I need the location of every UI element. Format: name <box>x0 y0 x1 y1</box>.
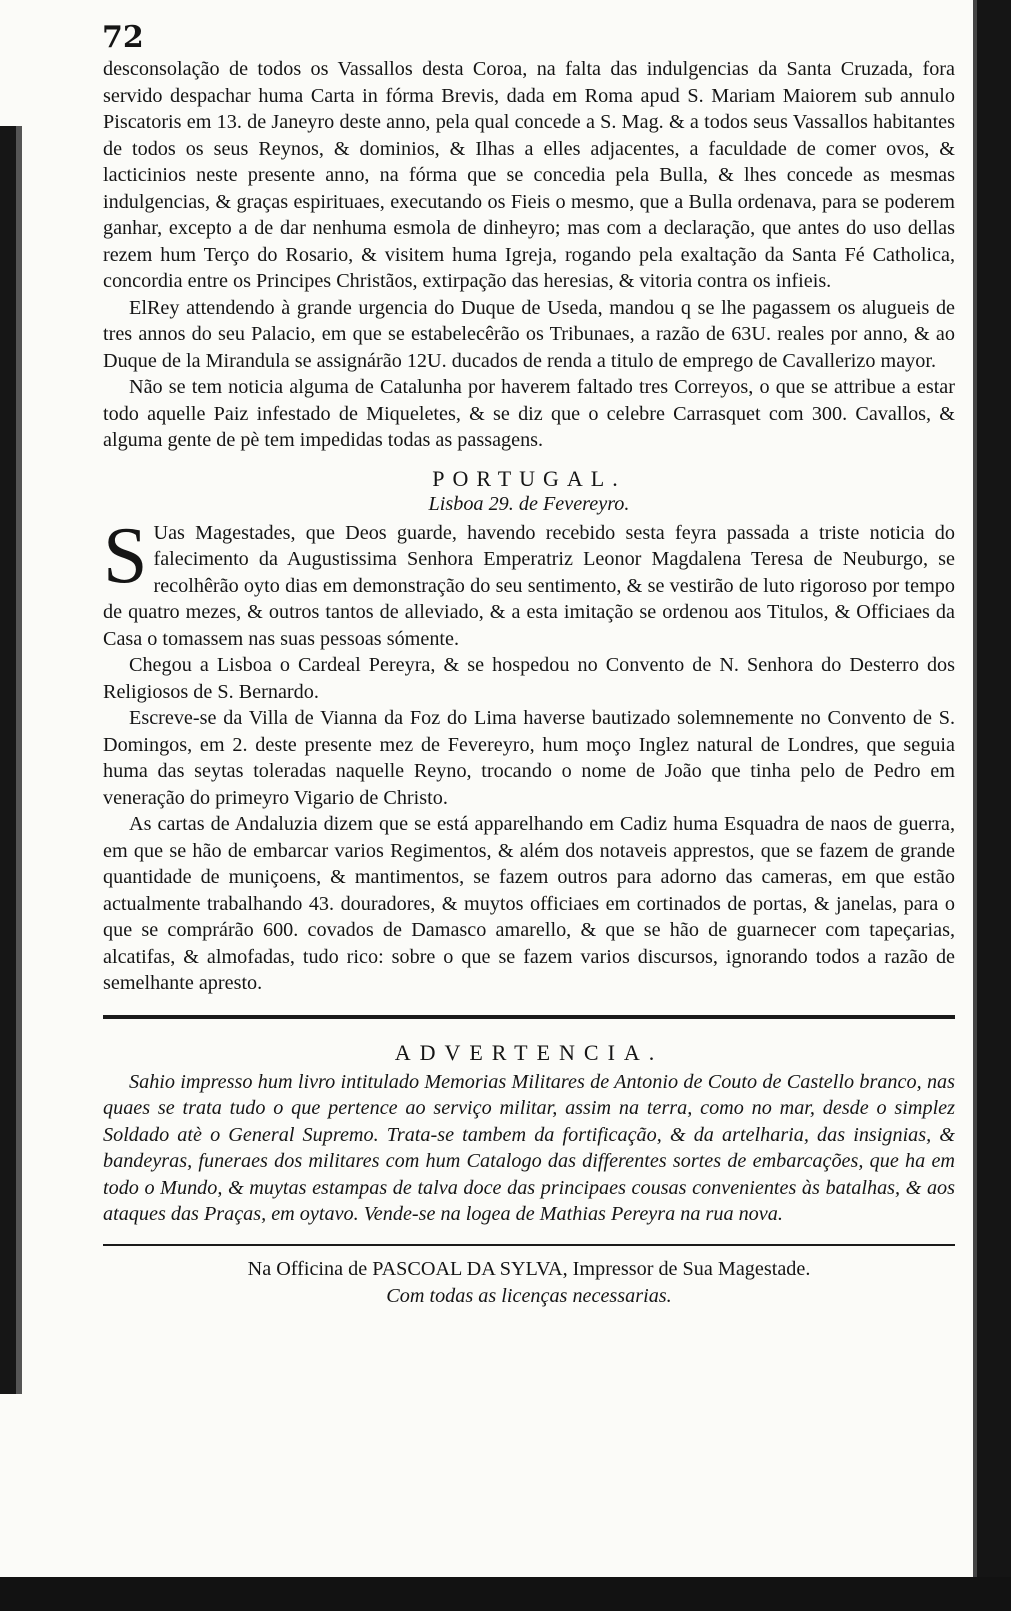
scan-left-border <box>0 126 16 1394</box>
section-divider <box>103 1015 955 1019</box>
imprint-license: Com todas as licenças necessarias. <box>386 1284 672 1307</box>
scan-left-edge <box>16 126 22 1394</box>
opening-paragraph-2: ElRey attendendo à grande urgencia do Duque de Useda, mandou q se lhe pagassem os alugueis de tres annos do seu Palacio, em que se estabelecêrão os Tribunaes, a razão de 63U. reales por anno, & ao Duque de la Mirandula se assignárão 12U. ducados de renda a titulo de emprego de Cavallerizo mayor. <box>103 296 955 372</box>
portugal-paragraph-2: Chegou a Lisboa o Cardeal Pereyra, & se hospedou no Convento de N. Senhora do Desterro dos Religiosos de S. Bernardo. <box>103 654 955 703</box>
portugal-dateline: Lisboa 29. de Fevereyro. <box>428 492 630 515</box>
opening-paragraph-3: Não se tem noticia alguma de Catalunha por haverem faltado tres Correyos, o que se attribue a estar todo aquelle Paiz infestado de Miqueletes, & se diz que o celebre Carrasquet com 300. Cavallos, & alguma gente de pè tem impedidas todas as passagens. <box>103 376 955 451</box>
portugal-paragraph-4: As cartas de Andaluzia dizem que se está apparelhando em Cadiz huma Esquadra de naos de guerra, em que se hão de embarcar varios Regimentos, & além dos notaveis apprestos, que se fazem de grande quantidade de muniçoens, & mantimentos, se fazem outros para adorno das cameras, em que estão actualmente trabalhando 43. douradores, & muytos officiaes em cortinados de portas, & janelas, para o que se comprárão 600. covados de Damasco amarello, & que se hão de guarnecer com tapeçarias, alcatifas, & almofadas, tudo rico: sobre o que se fazem varios discursos, ignorando todos a razão de semelhante apresto. <box>103 813 955 994</box>
scan-right-border <box>977 0 1011 1611</box>
page-content <box>103 56 955 1310</box>
scan-bottom-border <box>0 1577 1011 1611</box>
portugal-paragraph-1 <box>103 511 955 653</box>
portugal-title: PORTUGAL. <box>432 465 626 491</box>
advertencia-text: Sahio impresso hum livro intitulado Memorias Militares de Antonio de Couto de Castello branco, nas quaes se trata tudo o que pertence ao serviço militar, assim na terra, como no mar, desde o simplez Soldado atè o General Supremo. Trata-se tambem da fortificação, & da artelharia, das insignias, & bandeyras, funeraes dos militares com hum Catalogo das differentes sortes de embarcações, que ha em todo o Mundo, & muytas estampas de talva doce das principaes cousas convenientes às batalhas, & aos ataques das Praças, em oytavo. Vende-se na logea de Mathias Pereyra na rua nova. <box>103 1070 955 1225</box>
imprint-line: Na Officina de PASCOAL DA SYLVA, Impressor de Sua Magestade. <box>247 1257 811 1280</box>
drop-cap: S <box>103 511 148 600</box>
opening-paragraph-1: desconsolação de todos os Vassallos desta Coroa, na falta das indulgencias da Santa Cruzada, fora servido despachar huma Carta in fórma Brevis, dada em Roma apud S. Mariam Maiorem sub annulo Piscatoris em 13. de Janeyro deste anno, pela qual concede a S. Mag. & a todos seus Vassallos habitantes de todos os seus Reynos, & dominios, & Ilhas a elles adjacentes, a faculdade de comer ovos, & lacticinios neste presente anno, na fórma que se concedia pela Bulla, & lhes concede as mesmas indulgencias, & graças espirituaes, executando os Fieis o mesmo, que a Bulla ordenava, para se poderem ganhar, excepto a de dar nenhuma esmola de dinheyro; mas com a declaração, que antes do uso dellas rezem hum Terço do Rosario, & visitem huma Igreja, rogando pela exaltação da Santa Fé Catholica, concordia entre os Principes Christãos, extirpação das heresias, & vitoria contra os infieis. <box>103 58 955 292</box>
page-number: 72 <box>102 20 144 55</box>
advertencia-title: ADVERTENCIA. <box>394 1039 664 1065</box>
imprint-divider <box>103 1244 955 1246</box>
portugal-paragraph-1-text: Uas Magestades, que Deos guarde, havendo recebido sesta feyra passada a triste noticia do falecimento da Augustissima Senhora Emperatriz Leonor Magdalena Teresa de Neuburgo, se recolhêrão oyto dias em demonstração do seu sentimento, & se vestirão de luto rigoroso por tempo de quatro mezes, & outros tantos de alleviado, & a esta imitação se ordenou aos Titulos, & Officiaes da Casa o tomassem nas suas pessoas sómente. <box>103 521 955 650</box>
portugal-paragraph-3: Escreve-se da Villa de Vianna da Foz do Lima haverse bautizado solemnemente no Convento de S. Domingos, em 2. deste presente mez de Fevereyro, hum moço Inglez natural de Londres, que seguia huma das seytas toleradas naquelle Reyno, trocando o nome de João que tinha pelo de Pedro em veneração do primeyro Vigario de Christo. <box>103 707 955 809</box>
